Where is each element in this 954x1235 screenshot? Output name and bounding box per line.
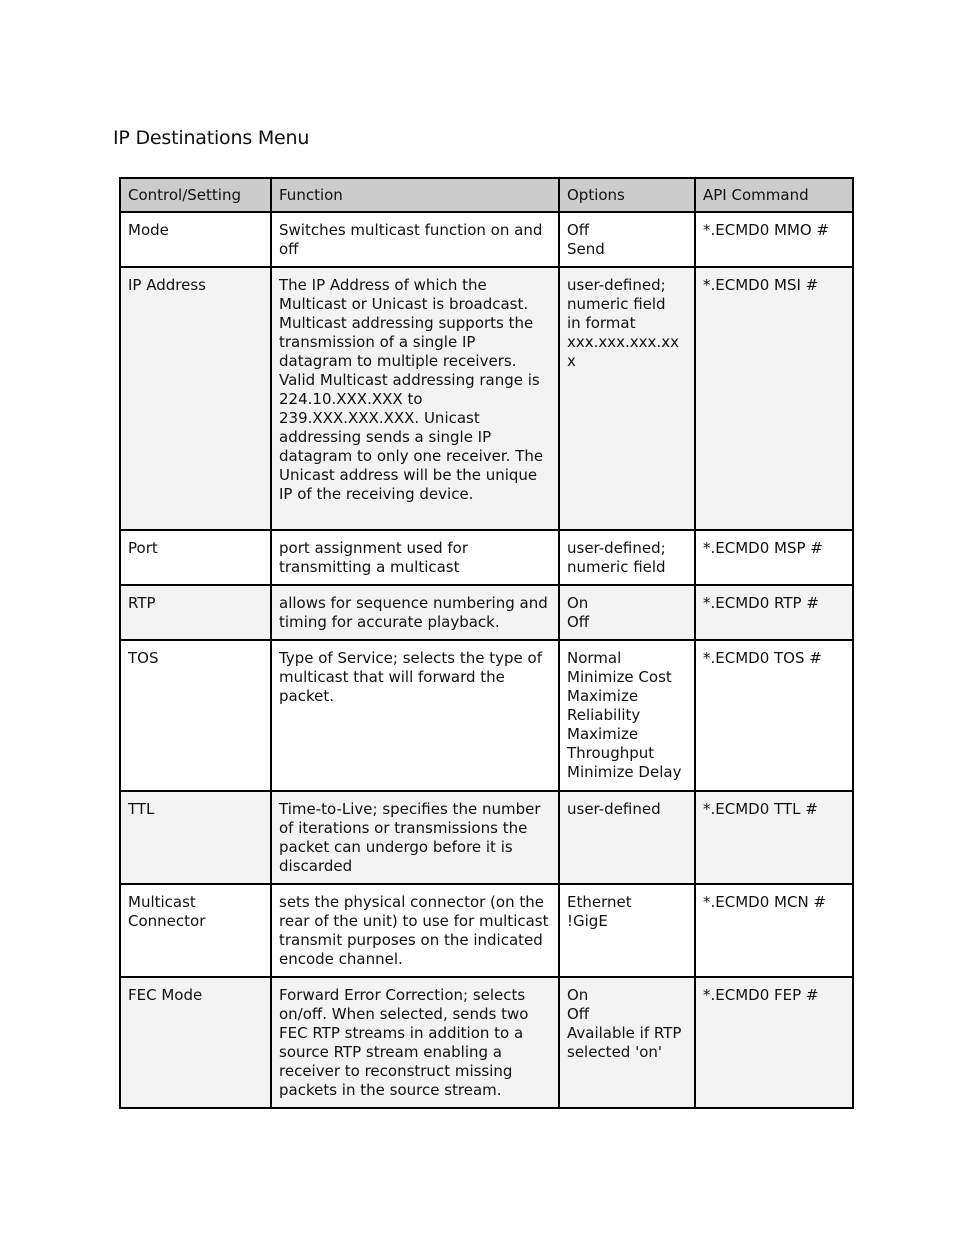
api-command-cell: *.ECMD0 MMO # [695,212,853,267]
control-cell: Multicast Connector [120,884,271,977]
api-command-cell: *.ECMD0 RTP # [695,585,853,640]
function-cell: The IP Address of which the Multicast or Unicast is broadcast. Multicast addressing supports the transmission of a single IP datagram to multiple receivers. Valid Multicast addressing range is 224.10.XXX.XXX to 239.XXX.XXX.XXX. Unicast addressing sends a single IP datagram to only one receiver. The Unicast address will be the unique IP of the receiving device. [271,267,559,530]
table-row [120,530,853,585]
control-cell: Mode [120,212,271,267]
api-command-cell: *.ECMD0 TTL # [695,791,853,884]
options-cell: On Off Available if RTP selected 'on' [559,977,695,1108]
control-cell: IP Address [120,267,271,530]
header-options: Options [559,178,695,212]
api-command-cell: *.ECMD0 MSP # [695,530,853,585]
control-cell: TOS [120,640,271,791]
table-header-row [120,178,853,212]
table-row [120,585,853,640]
function-cell: port assignment used for transmitting a multicast [271,530,559,585]
function-cell: Type of Service; selects the type of multicast that will forward the packet. [271,640,559,791]
page-title: IP Destinations Menu [113,127,310,149]
header-api-command: API Command [695,178,853,212]
function-cell: Forward Error Correction; selects on/off. When selected, sends two FEC RTP streams in addition to a source RTP stream enabling a receiver to reconstruct missing packets in the source stream. [271,977,559,1108]
function-cell: Switches multicast function on and off [271,212,559,267]
api-command-cell: *.ECMD0 TOS # [695,640,853,791]
api-command-cell: *.ECMD0 MCN # [695,884,853,977]
header-control-setting: Control/Setting [120,178,271,212]
header-function: Function [271,178,559,212]
options-cell: user-defined; numeric field in format xxx.xxx.xxx.xx x [559,267,695,530]
table-row [120,267,853,530]
control-cell: RTP [120,585,271,640]
table-row [120,884,853,977]
control-cell: TTL [120,791,271,884]
options-cell: user-defined; numeric field [559,530,695,585]
table-row [120,212,853,267]
table-row [120,977,853,1108]
control-cell: Port [120,530,271,585]
options-cell: On Off [559,585,695,640]
api-command-cell: *.ECMD0 FEP # [695,977,853,1108]
options-cell: Off Send [559,212,695,267]
options-cell: Ethernet !GigE [559,884,695,977]
control-cell: FEC Mode [120,977,271,1108]
ip-destinations-table [119,177,854,1109]
function-cell: allows for sequence numbering and timing for accurate playback. [271,585,559,640]
table-row [120,791,853,884]
options-cell: user-defined [559,791,695,884]
table-row [120,640,853,791]
function-cell: sets the physical connector (on the rear of the unit) to use for multicast transmit purposes on the indicated encode channel. [271,884,559,977]
function-cell: Time-to-Live; specifies the number of iterations or transmissions the packet can undergo before it is discarded [271,791,559,884]
api-command-cell: *.ECMD0 MSI # [695,267,853,530]
options-cell: Normal Minimize Cost Maximize Reliability Maximize Throughput Minimize Delay [559,640,695,791]
